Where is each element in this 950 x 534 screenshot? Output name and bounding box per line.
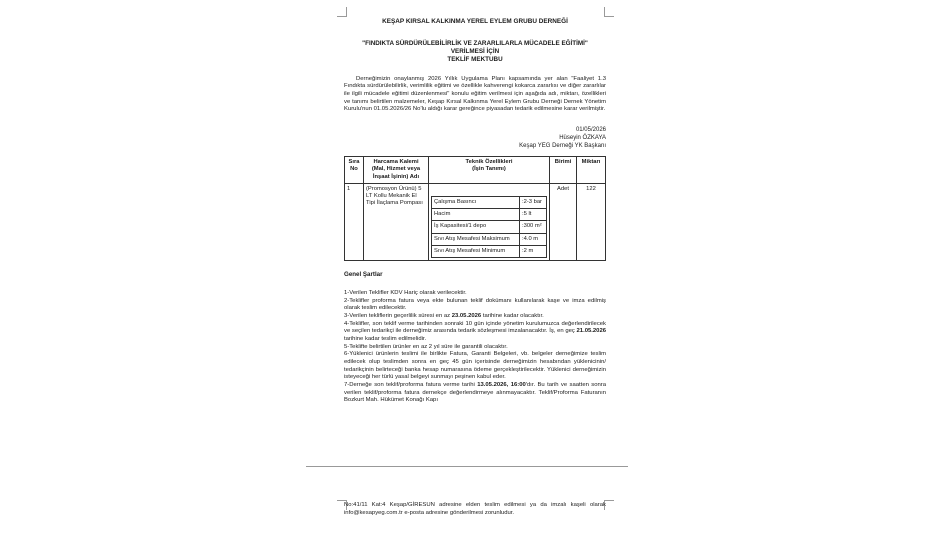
condition-text: 7-Derneğe son teklif/proforma fatura verme tarihi (344, 381, 478, 388)
row-no: 1 (345, 183, 364, 260)
condition-item: 2-Teklifler proforma fatura veya ekte bulunan teklif dokümanı kullanılarak kaşe ve imza edilmiş olarak teslim edilecektir. (344, 297, 606, 312)
header-name-line-1: Harcama Kalemi (373, 159, 419, 166)
spec-value: :5 lt (520, 209, 547, 221)
header-name-line-3: İnşaat İşinin) Adı (372, 173, 420, 180)
spec-item (432, 196, 547, 208)
condition-date: 13.05.2026, 16:00 (477, 381, 526, 388)
continued-footer-text: No:41/11 Kat:4 Keşap/GİRESUN adresine elden teslim edilmesi ya da imzalı kaşeli olarak info@kesapyeg.com.tr e-posta adresine gönderilmesi zorunludur. (344, 502, 606, 516)
signature-date: 01/05/2026 (575, 126, 606, 133)
intro-paragraph: Derneğimizin onaylanmış 2026 Yıllık Uygulama Planı kapsamında yer alan "Faaliyet 1.3 Fındıkta sürdürülebilirlik, verimlilik eğitimi ve özellikle kahverengi kokarca zararlısı ve diğer zararlılar ile ilgili mücadele eğitimi düzenlenmesi" konulu eğitim verilmesi için aşağıda adı, miktarı, özellikleri ve tanımı belirtilen malzemeler, Keşap Kırsal Kalkınma Yerel Eylem Grubu Derneği Dernek Yönetim Kurulu'nun 01.05.2026/26 No'lu aldığı karar gereğince piyasadan tedarik edilmesine karar verilmiştir. (344, 75, 606, 113)
condition-item (344, 313, 606, 321)
condition-item: 5-Teklifte belirtilen ürünler en az 2 yıl süre ile garantili olacaktır. (344, 343, 508, 350)
header-name-line-2: (Mal, Hizmet veya (371, 166, 421, 173)
spec-value: :2-3 bar (520, 196, 547, 208)
spec-item (432, 233, 547, 245)
spec-label: Sıvı Atış Mesafesi Maksimum (432, 233, 520, 245)
row-qty: 122 (577, 183, 606, 260)
organization-heading: KEŞAP KIRSAL KALKINMA YEREL EYLEM GRUBU DERNEĞİ (382, 18, 568, 25)
spec-item (432, 221, 547, 233)
spec-label: Çalışma Basıncı (432, 196, 520, 208)
conditions-list (344, 290, 606, 405)
spec-value: :300 m² (520, 221, 547, 233)
spec-label: İş Kapasitesi/1 depo (432, 221, 520, 233)
condition-text: tarihine kadar teslim edilmelidir. (344, 335, 427, 342)
signature-name: Hüseyin ÖZKAYA (559, 135, 606, 142)
condition-item (344, 382, 606, 405)
signature-block (344, 126, 606, 150)
subtitle-line-2: TEKLİF MEKTUBU (447, 55, 503, 63)
spec-list (431, 196, 547, 258)
condition-date: 21.05.2026 (576, 328, 606, 335)
spec-item (432, 245, 547, 257)
items-table (344, 156, 606, 261)
header-no-line-1: Sıra (348, 159, 360, 166)
header-unit: Birimi (550, 157, 577, 184)
signature-title: Keşap YEG Derneği YK Başkanı (519, 143, 606, 150)
table-header-row (345, 157, 606, 184)
spec-label: Sıvı Atış Mesafesi Minimum (432, 245, 520, 257)
header-qty: Miktarı (577, 157, 606, 184)
header-spec-line-1: Teknik Özellikleri (465, 159, 513, 166)
spec-label: Hacim (432, 209, 520, 221)
header-no (345, 157, 364, 184)
subtitle-line-1: VERİLMESİ İÇİN (450, 47, 500, 55)
spec-value: :2 m (520, 245, 547, 257)
row-specs (429, 183, 550, 260)
condition-text: tarihine kadar olacaktır. (481, 312, 544, 319)
condition-item (344, 321, 606, 344)
row-unit: Adet (550, 183, 577, 260)
page-separator (306, 466, 628, 467)
training-title: "FINDIKTA SÜRDÜRÜLEBİLİRLİK VE ZARARLILARLA MÜCADELE EĞİTİMİ" (362, 40, 588, 47)
spec-item (432, 209, 547, 221)
table-row (345, 183, 606, 260)
document-page (344, 14, 606, 405)
condition-item: 1-Verilen Teklifler KDV Hariç olarak verilecektir. (344, 289, 467, 296)
condition-text: 4-Teklifler, son teklif verme tarihinden sonraki 10 gün içinde yönetim kurulumuzca değerlendirilecek ve seçilen tedarikçi ile derneğimiz arasında tedarik sözleşmesi imzalanacaktır. İş, en geç (344, 320, 606, 335)
header-name (364, 157, 429, 184)
condition-text: 3-Verilen tekliflerin geçerlilik süresi en az (344, 312, 452, 319)
spec-value: :4.0 m (520, 233, 547, 245)
header-no-line-2: No (350, 166, 358, 173)
condition-text: 'dır. Bu tarih ve saatten sonra verilen teklif/proforma fatura dernekçe değerlendirmeye alınmayacaktır. Teklif/Proforma Faturanın Bozkurt Mah. Hükümet Konağı Kapı (344, 381, 606, 404)
condition-item: 6-Yüklenici ürünlerin teslimi ile birlikte Fatura, Garanti Belgeleri, vb. belgeler derneğimize teslim edilecek olup teslimden sonra en geç 45 gün içerisinde derneğimizin hesabından yüklenicinin/ tedarikçinin belirteceği banka hesap numarasına ödeme gerçekleştirilecektir. Yüklenici derneğimizin isteyeceği her türlü yasal belgeyi sunmayı peşinen kabul eder. (344, 351, 606, 381)
condition-date: 23.05.2026 (451, 312, 482, 319)
header-spec (429, 157, 550, 184)
conditions-title: Genel Şartlar (344, 271, 383, 279)
row-item-name: (Promosyon Ürünü) 5 LT Kollu Mekanik El Tipi İlaçlama Pompası (364, 183, 429, 260)
header-spec-line-2: (İşin Tanımı) (472, 166, 506, 173)
